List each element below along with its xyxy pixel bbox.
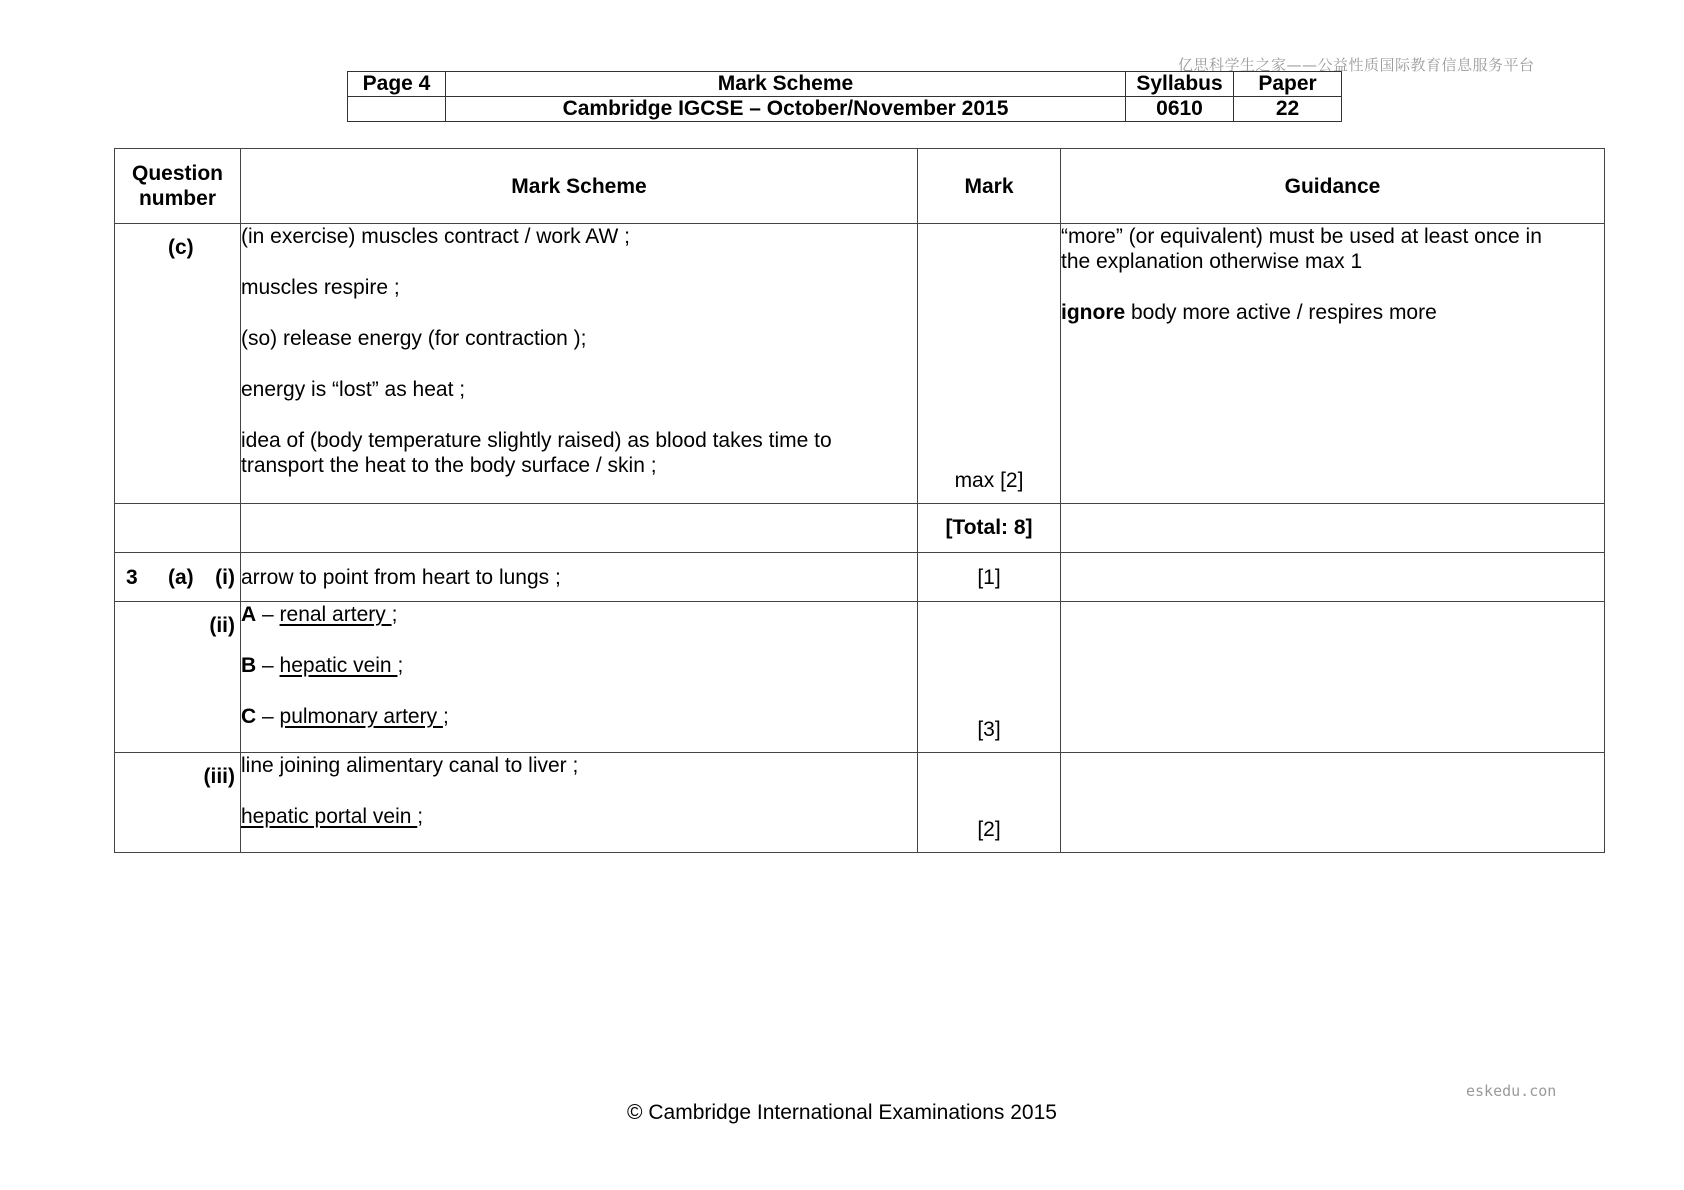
mark-scheme-cell [241, 753, 918, 853]
question-label: (c) [168, 236, 194, 259]
guidance-cell [1061, 753, 1605, 853]
mark-scheme-header: Mark Scheme [241, 149, 918, 224]
mark-cell [918, 224, 1061, 504]
watermark-top: 亿思科学生之家——公益性质国际教育信息服务平台 [1178, 56, 1535, 74]
mark-scheme-table [114, 148, 1605, 853]
copyright-footer: © Cambridge International Examinations 2015 [627, 1101, 1057, 1124]
mark-cell [918, 553, 1061, 602]
mark-cell [918, 753, 1061, 853]
page-number: Page 4 [348, 72, 446, 97]
mark-value: [3] [977, 718, 1001, 741]
guidance-line: “more” (or equivalent) must be used at least once in [1061, 225, 1542, 248]
mark-cell [918, 602, 1061, 753]
mark-scheme-cell [241, 224, 918, 504]
question-part: (a) [168, 565, 194, 589]
page-header-table [347, 71, 1342, 122]
answer-line: hepatic portal vein ; [241, 805, 424, 828]
answer-line: (in exercise) muscles contract / work AW ; [241, 225, 630, 248]
answer-line: line joining alimentary canal to liver ; [241, 754, 579, 777]
question-cell [115, 753, 241, 853]
question-cell [115, 553, 241, 602]
mark-scheme-cell [241, 504, 918, 553]
question-cell [115, 504, 241, 553]
question-number: 3 [126, 565, 138, 589]
guidance-cell [1061, 504, 1605, 553]
mark-header: Mark [918, 149, 1061, 224]
mark-scheme-cell [241, 602, 918, 753]
guidance-header: Guidance [1061, 149, 1605, 224]
syllabus-label: Syllabus [1126, 72, 1234, 97]
guidance-keyword: ignore [1061, 301, 1126, 324]
column-header-row [115, 149, 1605, 224]
total-mark: [Total: 8] [918, 504, 1061, 553]
guidance-cell [1061, 602, 1605, 753]
mark-value: [1] [977, 565, 1001, 589]
paper-value: 22 [1234, 97, 1342, 122]
answer-line: C – pulmonary artery ; [241, 705, 449, 728]
table-row [115, 504, 1605, 553]
guidance-cell [1061, 553, 1605, 602]
guidance-text: body more active / respires more [1125, 301, 1437, 324]
question-cell [115, 602, 241, 753]
answer-line: (so) release energy (for contraction ); [241, 327, 587, 350]
answer-line: A – renal artery ; [241, 603, 398, 626]
answer-line: transport the heat to the body surface / skin ; [241, 454, 657, 477]
mark-value: max [2] [954, 469, 1024, 492]
mark-scheme-cell [241, 553, 918, 602]
syllabus-value: 0610 [1126, 97, 1234, 122]
question-subpart: (ii) [209, 614, 235, 637]
answer-line: idea of (body temperature slightly raised) as blood takes time to [241, 429, 832, 452]
guidance-line [1061, 300, 1604, 325]
question-subpart: (i) [215, 565, 235, 589]
page-number-blank [348, 97, 446, 122]
answer-line: muscles respire ; [241, 276, 400, 299]
guidance-line: the explanation otherwise max 1 [1061, 250, 1363, 273]
guidance-cell [1061, 224, 1605, 504]
question-subpart: (iii) [203, 765, 235, 788]
table-row [115, 553, 1605, 602]
paper-label: Paper [1234, 72, 1342, 97]
question-header-line2: number [138, 187, 216, 210]
answer-line: B – hepatic vein ; [241, 654, 404, 677]
header-title: Mark Scheme [446, 72, 1126, 97]
question-header-line1: Question [131, 162, 223, 185]
answer-line: arrow to point from heart to lungs ; [241, 565, 561, 589]
header-subtitle: Cambridge IGCSE – October/November 2015 [446, 97, 1126, 122]
table-row [115, 753, 1605, 853]
watermark-bottom: eskedu.con [1466, 1082, 1557, 1100]
table-row [115, 224, 1605, 504]
mark-value: [2] [977, 818, 1001, 841]
question-cell [115, 224, 241, 504]
table-row [115, 602, 1605, 753]
answer-line: energy is “lost” as heat ; [241, 378, 466, 401]
question-number-header [115, 149, 241, 224]
